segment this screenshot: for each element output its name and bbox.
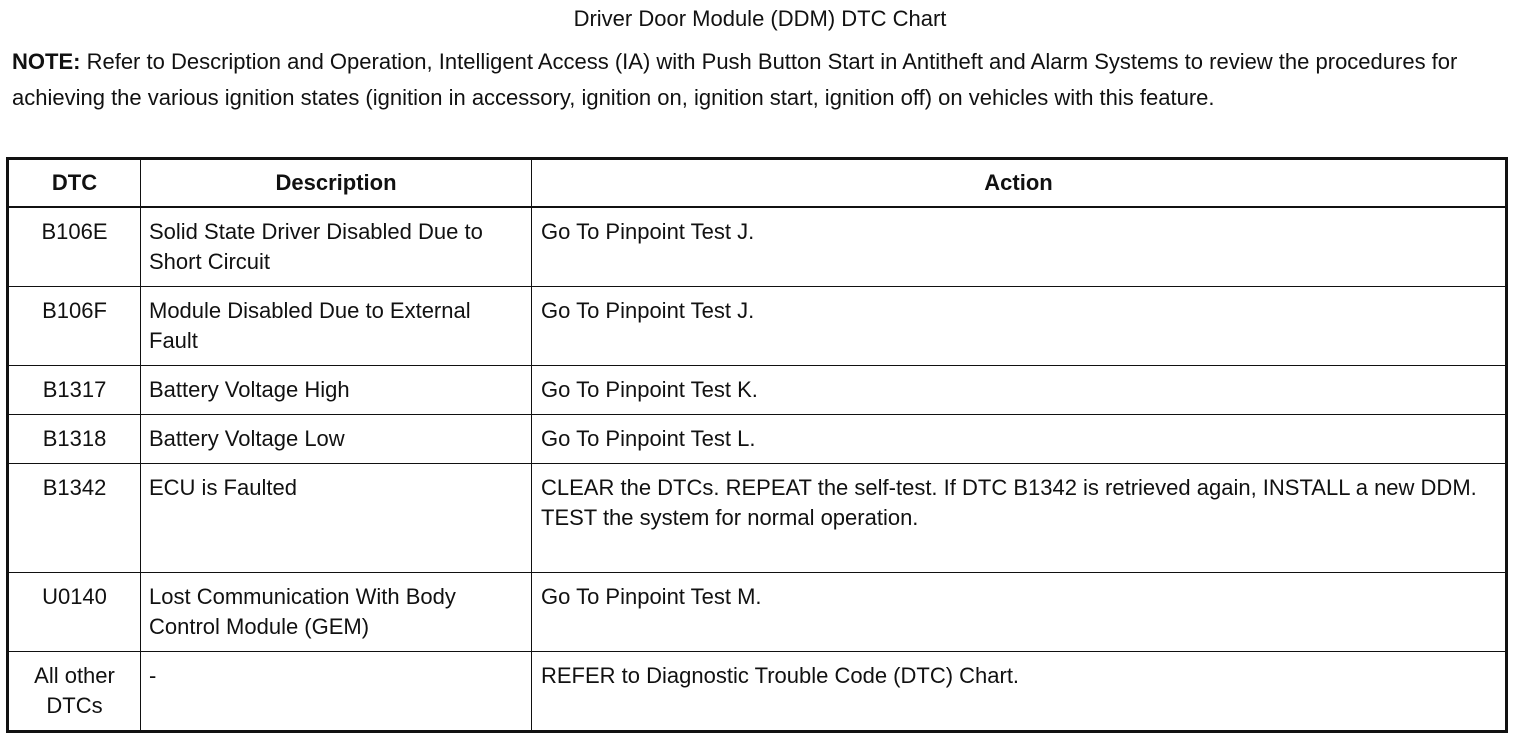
table-row — [8, 287, 1507, 366]
action-cell: Go To Pinpoint Test K. — [532, 366, 1507, 415]
document-title: Driver Door Module (DDM) DTC Chart — [573, 6, 947, 31]
dtc-code-cell: B1342 — [8, 464, 141, 573]
action-cell: REFER to Diagnostic Trouble Code (DTC) Chart. — [532, 652, 1507, 732]
note-paragraph — [12, 44, 1507, 116]
header-row — [8, 159, 1507, 208]
dtc-code-cell: U0140 — [8, 573, 141, 652]
description-cell: Battery Voltage High — [141, 366, 532, 415]
action-cell: CLEAR the DTCs. REPEAT the self-test. If DTC B1342 is retrieved again, INSTALL a new DDM. TEST the system for normal operation. — [532, 464, 1507, 573]
description-cell: Module Disabled Due to External Fault — [141, 287, 532, 366]
dtc-chart-table — [6, 157, 1508, 733]
description-cell: Lost Communication With Body Control Module (GEM) — [141, 573, 532, 652]
description-cell: ECU is Faulted — [141, 464, 532, 573]
dtc-code-cell: All other DTCs — [8, 652, 141, 732]
action-cell: Go To Pinpoint Test J. — [532, 287, 1507, 366]
table-row — [8, 207, 1507, 287]
column-header-dtc: DTC — [8, 159, 141, 208]
action-cell: Go To Pinpoint Test M. — [532, 573, 1507, 652]
note-label: NOTE: — [12, 49, 81, 74]
table-header — [8, 159, 1507, 208]
dtc-code-cell: B106F — [8, 287, 141, 366]
table-body — [8, 207, 1507, 732]
column-header-action: Action — [532, 159, 1507, 208]
column-header-description: Description — [141, 159, 532, 208]
dtc-code-cell: B106E — [8, 207, 141, 287]
table-row — [8, 366, 1507, 415]
dtc-code-cell: B1317 — [8, 366, 141, 415]
note-text: Refer to Description and Operation, Intelligent Access (IA) with Push Button Start in Antitheft and Alarm Systems to review the procedures for achieving the various ignition states (ignition in accessory, ignition on, ignition start, ignition off) on vehicles with this feature. — [12, 49, 1458, 110]
dtc-code-cell: B1318 — [8, 415, 141, 464]
table-row — [8, 415, 1507, 464]
description-cell: Battery Voltage Low — [141, 415, 532, 464]
table-row — [8, 464, 1507, 573]
description-cell: Solid State Driver Disabled Due to Short Circuit — [141, 207, 532, 287]
table-row — [8, 652, 1507, 732]
action-cell: Go To Pinpoint Test L. — [532, 415, 1507, 464]
action-cell: Go To Pinpoint Test J. — [532, 207, 1507, 287]
description-cell: - — [141, 652, 532, 732]
table-row — [8, 573, 1507, 652]
